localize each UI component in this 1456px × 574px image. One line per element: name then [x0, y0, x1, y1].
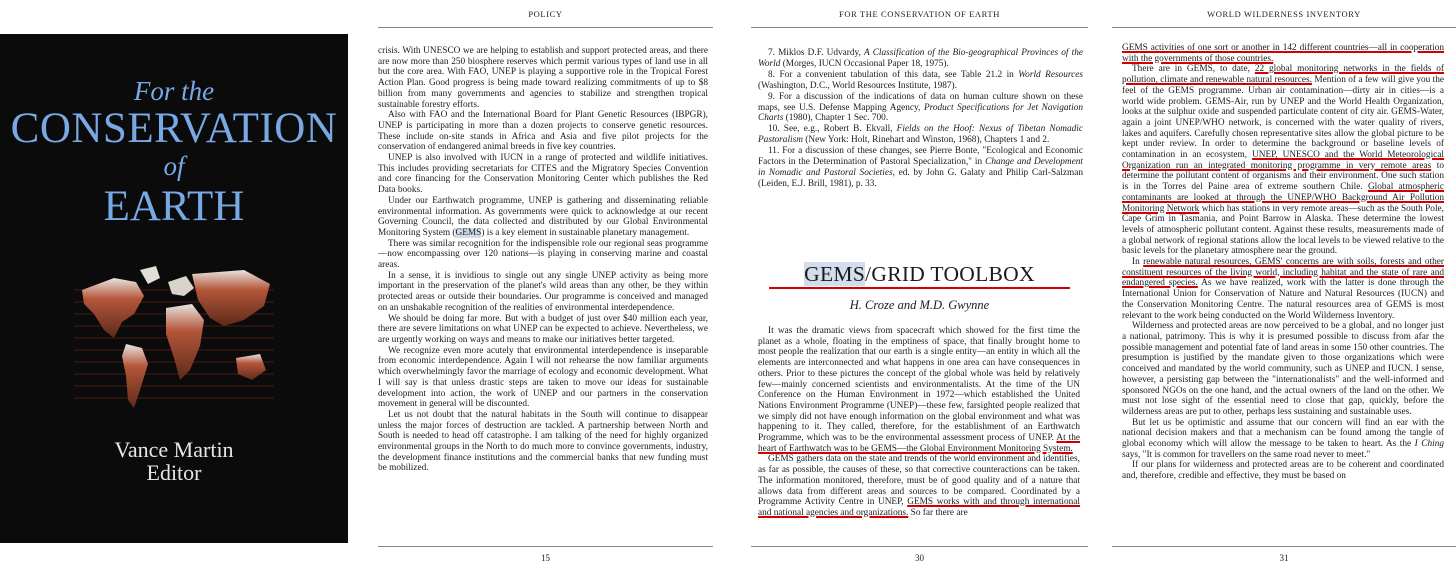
article-title — [751, 262, 1088, 287]
cover-title-earth: EARTH — [103, 183, 245, 230]
endnote — [758, 146, 1083, 190]
text-span: A Classification of the Bio-geographical Provinces of the World — [758, 48, 1083, 69]
text-span: GEMS gathers data on the state and trends of the world environment and identifies, as far as possible, the causes of these, so that corrective counteractions can be taken. The information monitored, therefore, must be of good quality and of a nature that allows data from different areas and sources to be compared. Coordinated by a Programme Activity Centre in UNEP, — [758, 454, 1080, 508]
gems-highlight: GEMS — [804, 262, 866, 286]
paragraph — [1122, 64, 1444, 257]
paragraph: There was similar recognition for the indispensible role our regional seas programme—now encompassing over 120 nations—is playing in conserving marine and coastal areas. — [378, 238, 708, 271]
paragraph: If our plans for wilderness and protected areas are to be coherent and coordinated and, therefore, credible and effective, they must be based on — [1122, 460, 1444, 482]
text-span: (Washington, D.C., World Resources Institute, 1987). — [758, 80, 957, 91]
endnote — [758, 48, 1083, 70]
text-span: says, "It is common for travellers on the same road never to meet." — [1122, 449, 1371, 460]
text-span: Product Specifications for Jet Navigation Charts — [758, 102, 1083, 124]
text-span: , ed. by John G. Galaty and Philip Carl-Salzman (Leiden, E.J. Brill, 1981), p. 33. — [758, 167, 1083, 189]
underlined-passage: At the heart of Earthwatch was to be GEMS—the Global Environment Monitoring System. — [758, 433, 1080, 454]
text-span: But let us be optimistic and assume that our concern will find an ear with the national decision makers and that a mechanism can be found among the tangle of global economy which will allow the message to be taken to heart. As the — [1122, 417, 1444, 450]
page-body — [758, 326, 1080, 519]
underlined-passage: renewable natural resources, GEMS' concerns are with soils, forests and other constituent resources of the living world, including habitat and the state of rare and endangered species. — [1122, 257, 1444, 289]
paragraph — [378, 196, 708, 239]
text-span: 9. For a discussion of the indications of data on human culture shown on these maps, see U.S. Defense Mapping Agency, — [758, 91, 1083, 113]
text-span: Under our Earthwatch programme, UNEP is gathering and disseminating reliable environmental information. As governments were quick to acknowledge at our recent Governing Council, the data collected and distributed by our Global Environmental Monitoring System ( — [378, 195, 708, 238]
underlined-passage: 22 global monitoring networks in the fields of pollution, climate and renewable natural resources. — [1122, 64, 1444, 86]
text-span: (New York: Holt, Rinehart and Winston, 1968), Chapters 1 and 2. — [802, 135, 1050, 146]
paragraph — [1122, 257, 1444, 321]
text-span: Fields on the Hoof: Nexus of Tibetan Nomadic Pastoralism — [758, 124, 1083, 146]
text-span: 8. For a convenient tabulation of this data, see Table 21.2 in — [768, 69, 1019, 80]
text-span: 7. Miklos D.F. Udvardy, — [768, 48, 865, 58]
paragraph: Let us not doubt that the natural habitats in the South will continue to disappear unless the major forces of destruction are tackled. A partnership between North and South is needed to head off catastrophe. I am talking of the need for highly organized environmental groups in the North to do much more to convince governments, industry, the development finance institutions and the commercial banks that new funding must be mobilized. — [378, 409, 708, 474]
underlined-passage: UNEP, UNESCO and the World Meteorological Organization run an integrated monitoring programme in very remote areas — [1122, 150, 1445, 171]
page-30 — [751, 0, 1088, 574]
cover-title-conservation: CONSERVATION — [10, 105, 338, 152]
text-span: I Ching — [1414, 439, 1444, 450]
endnote — [758, 124, 1083, 146]
paragraph: We recognize even more acutely that environmental interdependence is inseparable from economic interdependence. Again I will not rehearse the now familiar arguments which overwhelmingly favor the marriage of ecology and economic development. What I will say is that unless drastic steps are taken to move our ideas for sustainable development into action, the work of UNEP and our partners in the conservation movement in general will be discounted. — [378, 345, 708, 410]
paragraph: In a sense, it is invidious to single out any single UNEP activity as being more important in the preservation of the planet's wild areas than any other, be they within protected areas or outside their boundaries. Our programme is conceived and managed on an unshakable recognition of the realities of environmental interdependence. — [378, 270, 708, 313]
footer-rule — [751, 546, 1088, 547]
book-cover — [0, 34, 348, 543]
page-body — [1122, 43, 1444, 482]
gems-highlight: GEMS — [455, 227, 482, 238]
text-span: Mention of a few will give you the feel of the GEMS programme. Urban air contamination—dirty air in cities—is a world wide problem. GEMS-Air, run by UNEP and the World Health Organization, looks at the sulphur oxide and suspended particulate content of city air. GEMS-Water, again a joint UNEP/WHO network, is concerned with the water quality of rivers, lakes and aquifers. Carefully chosen representative sites allow the global picture to be kept under review. In order to determine the background or baseline levels of contamination in an ecosystem, — [1122, 75, 1444, 161]
text-span: (Morges, IUCN Occasional Paper 18, 1975). — [780, 58, 949, 69]
paragraph: Wilderness and protected areas are now perceived to be a global, and no longer just a national, patrimony. This is why it is presumed possible to discuss from afar the possible management and potential fate of land areas in some 150 other countries. The presumption is justified by the mandate given to those organizations which were conceived and mandated by the world community, such as UNEP and IUCN. I sense, however, a persisting gap between the "internationalists" and the well-informed and sponsored NGOs on the one hand, and the actual owners of the land on the other. We must not lose sight of the essential need to close that gap, quickly, before the wilderness areas are put to other, perhaps less sustaining and sustainable uses. — [1122, 321, 1444, 417]
running-header: FOR THE CONSERVATION OF EARTH — [839, 9, 1000, 19]
cover-editor-name: Vance Martin — [114, 437, 234, 462]
article-authors: H. Croze and M.D. Gwynne — [849, 298, 990, 312]
running-header: WORLD WILDERNESS INVENTORY — [1207, 9, 1361, 19]
paragraph: crisis. With UNESCO we are helping to establish and support protected areas, and there are now more than 250 biosphere reserves which permit various types of land use in all but the core area. With FAO, UNEP is playing a supportive role in the Tropical Forest Action Plan. Good progress is being made toward realizing commitments of up to $8 billion from many governments and agencies to stabilize and strengthen tropical sustainable forestry efforts. — [378, 46, 708, 110]
text-span: In — [1132, 257, 1144, 268]
cover-editor-role: Editor — [146, 460, 202, 485]
text-span: There are in GEMS, to date, — [1132, 64, 1255, 75]
footer-rule — [378, 546, 713, 547]
text-span: 10. See, e.g., Robert B. Ekvall, — [768, 124, 897, 135]
text-span: World Resources — [1018, 69, 1083, 80]
paragraph: Also with FAO and the International Board for Plant Genetic Resources (IBPGR), UNEP is participating in more than a dozen projects to conserve genetic resources. These include on-site stands in Africa and Asia and five pilot projects for the conservation of endangered animal breeds in five key countries. — [378, 110, 708, 153]
paragraph: We should be doing far more. But with a budget of just over $40 million each year, there are severe limitations on what UNEP can be expected to achieve. Nevertheless, we are urgently working on ways and means to make our initiatives better targeted. — [378, 313, 708, 345]
text-span: which has stations in very remote areas—such as the South Pole, Cape Grim in Tasmania, and Point Barrow in Alaska. These determine the lowest levels of atmospheric pollutant content. Against these results, measurements made of a global network of regional stations allow the local levels to be viewed relative to the basic levels for the planetary atmosphere near the ground. — [1122, 203, 1444, 257]
underlined-passage: GEMS activities of one sort or another in 142 different countries—all in cooperation with the governments of those countries. — [1122, 43, 1444, 64]
text-span: 11. For a discussion of these changes, see Pierre Bonte, "Ecological and Economic Factors in the Determination of Pastoral Specialization," in — [758, 146, 1083, 168]
text-span: It was the dramatic views from spacecraft which showed for the first time the planet as a whole, floating in the emptiness of space, that finally brought home to most people the realization that our earth is a single entity—an entity in which all the elements are interconnected and what happens in one area can have consequences in others. Prior to these pictures the concept of the global whole was held by relatively few—mainly concerned scientists and environmentalists. At the time of the UN Conference on the Human Environment in 1972—which established the United Nations Environment Programme (UNEP)—these few, farsighted people realized that we simply did not have enough information on the global environment and what was happening to it. They called, therefore, for the establishment of an Earthwatch Programme, which was to be the environmental assessment process of UNEP. — [758, 326, 1080, 444]
endnotes — [758, 48, 1083, 190]
paragraph — [758, 326, 1080, 454]
endnote — [758, 92, 1083, 125]
cover-title-of: of — [163, 151, 185, 181]
page-number: 31 — [1279, 553, 1289, 563]
header-rule — [751, 27, 1088, 28]
text-span: So far there are — [908, 507, 968, 518]
text-span: As we have realized, work with the latter is done through the International Union for Conservation of Nature and Natural Resources (IUCN) and the Conservation Monitoring Centre. The natural resources area of GEMS is most relevant to the work being conducted on the World Wilderness Inventory. — [1122, 278, 1445, 321]
header-rule — [378, 27, 713, 28]
paragraph — [1122, 418, 1444, 461]
title-rest: /GRID TOOLBOX — [865, 262, 1035, 286]
paragraph: UNEP is also involved with IUCN in a range of protected and wildlife initiatives. This includes providing secretariats for CITES and the Migratory Species Convention and core financing for the Conservation Monitoring Center which publishes the Red Data books. — [378, 153, 708, 196]
page-body — [378, 46, 708, 474]
text-span: to determine the pollutant content of organisms and their environment. One such station is in the Torres del Paine area of extreme southern Chile. — [1122, 160, 1444, 193]
header-rule — [1112, 27, 1456, 28]
underlined-passage: Global atmospheric contaminants are looked at through the UNEP/WHO Background Air Pollution Monitoring Network — [1122, 182, 1444, 214]
title-red-underline — [769, 287, 1070, 289]
footer-rule — [1112, 546, 1456, 547]
text-span: ) is a key element in sustainable planetary management. — [481, 227, 690, 238]
page-15 — [378, 0, 713, 574]
page-number: 30 — [915, 553, 924, 563]
page-number: 15 — [541, 553, 550, 563]
cover-title-for: For the — [133, 76, 215, 106]
text-span: (1980), Chapter 1 Sec. 700. — [783, 113, 889, 124]
text-span: Change and Development in Nomadic and Pastoral Societies — [758, 157, 1083, 178]
underlined-passage: GEMS works with and through international and national agencies and organizations. — [758, 497, 1080, 518]
running-header: POLICY — [528, 9, 563, 19]
paragraph — [758, 454, 1080, 518]
endnote — [758, 70, 1083, 92]
page-31 — [1112, 0, 1456, 574]
paragraph — [1122, 43, 1444, 64]
world-map-image — [74, 230, 274, 450]
